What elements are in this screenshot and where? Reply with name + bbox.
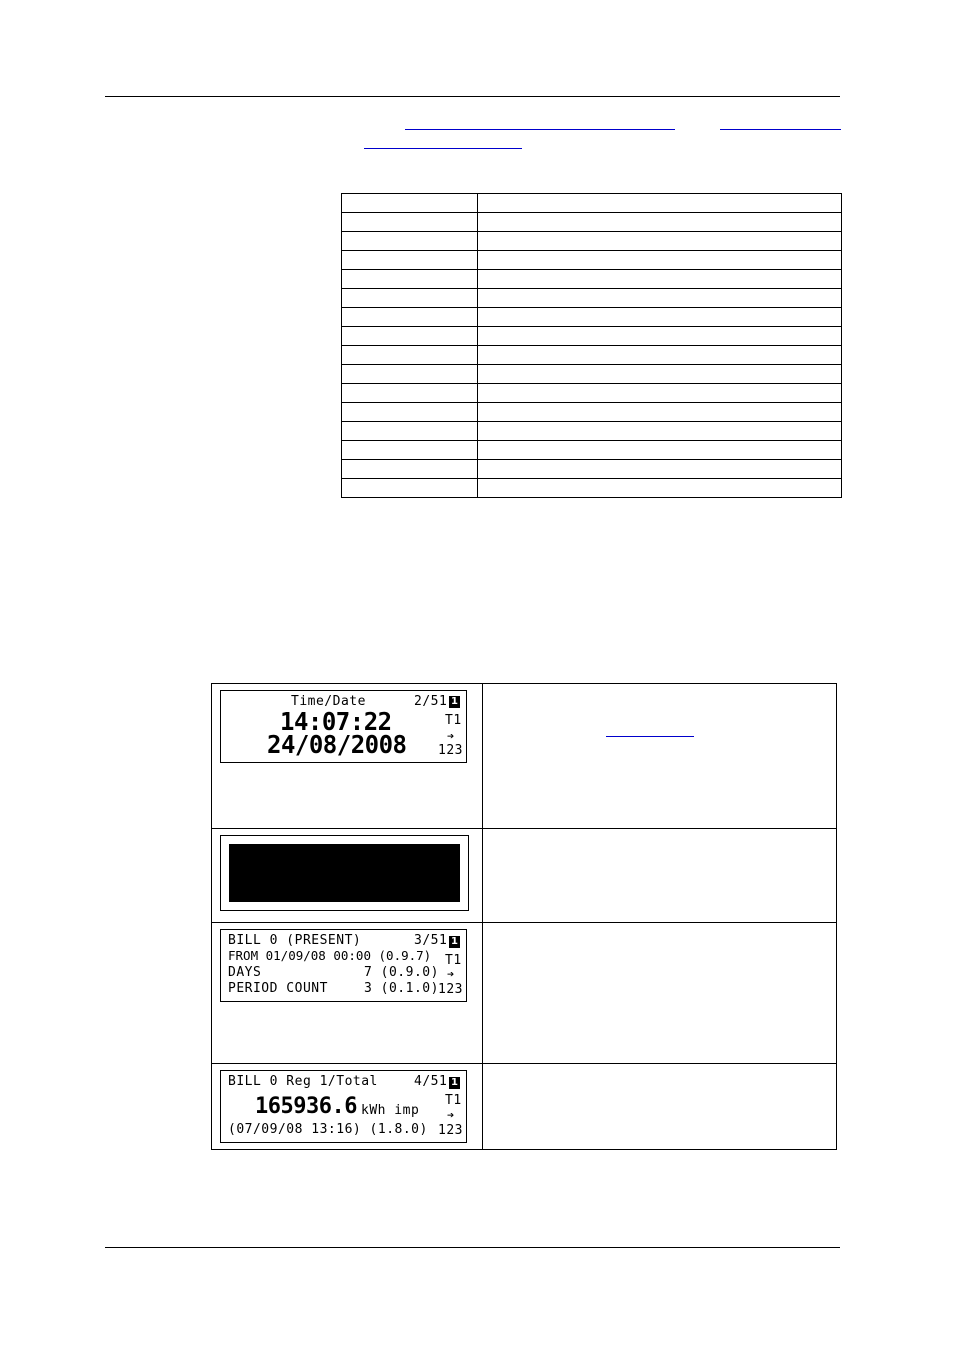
table-row <box>342 289 842 308</box>
table-cell <box>478 194 842 213</box>
lcd-days-value: 7 (0.9.0) <box>364 965 439 980</box>
hyperlink-4[interactable] <box>606 736 694 737</box>
table-cell <box>342 213 478 232</box>
table-row <box>342 213 842 232</box>
table-cell <box>478 270 842 289</box>
display-row-bill-register <box>212 1064 837 1150</box>
table-cell <box>342 479 478 498</box>
footer-rule <box>105 1247 840 1248</box>
table-row <box>342 232 842 251</box>
table-cell <box>478 441 842 460</box>
table-cell <box>342 232 478 251</box>
lcd-screen-bill-present <box>220 929 467 1002</box>
lcd-screen-time-date <box>220 690 467 763</box>
lcd-days-label: DAYS <box>228 965 262 980</box>
lcd-footer: (07/09/08 13:16) (1.8.0) <box>228 1122 428 1137</box>
table-cell <box>342 403 478 422</box>
table-cell <box>478 384 842 403</box>
table-row <box>342 403 842 422</box>
lcd-register-value: 165936.6 <box>255 1094 357 1119</box>
hyperlink-3[interactable] <box>364 148 522 149</box>
phase-indicator: 123 <box>438 743 463 758</box>
table-cell <box>342 365 478 384</box>
display-row-time-date <box>212 684 837 829</box>
phase-indicator: 123 <box>438 982 463 997</box>
tariff-label: T1 <box>445 713 462 728</box>
register-badge: 1 <box>449 936 460 948</box>
table-cell <box>342 460 478 479</box>
table-row <box>342 270 842 289</box>
lcd-line-from: FROM 01/09/08 00:00 (0.9.7) <box>228 948 432 963</box>
table-cell <box>478 232 842 251</box>
lcd-index: 3/51 <box>414 933 448 948</box>
lcd-screen-all-segments <box>220 835 469 911</box>
table-cell <box>342 346 478 365</box>
table-cell <box>342 289 478 308</box>
lcd-title: BILL 0 Reg 1/Total <box>228 1074 378 1089</box>
table-row <box>342 422 842 441</box>
table-row <box>342 441 842 460</box>
table-cell <box>342 441 478 460</box>
table-cell <box>342 194 478 213</box>
lcd-title: BILL 0 (PRESENT) <box>228 933 362 948</box>
register-badge: 1 <box>449 1077 460 1089</box>
register-table <box>341 193 842 498</box>
table-row <box>342 384 842 403</box>
table-row <box>342 460 842 479</box>
lcd-title: Time/Date <box>291 694 366 709</box>
lcd-period-count-label: PERIOD COUNT <box>228 981 328 996</box>
register-badge: 1 <box>449 696 460 708</box>
table-cell <box>342 308 478 327</box>
lcd-date: 24/08/2008 <box>267 729 407 760</box>
table-row <box>342 327 842 346</box>
lcd-index: 2/51 <box>414 694 448 709</box>
table-cell <box>478 365 842 384</box>
display-row-bill-present <box>212 923 837 1064</box>
table-row <box>342 194 842 213</box>
table-cell <box>342 270 478 289</box>
phase-indicator: 123 <box>438 1123 463 1138</box>
table-cell <box>478 479 842 498</box>
right-arrow-icon: ➔ <box>447 967 455 981</box>
lcd-screen-bill-register <box>220 1070 467 1143</box>
table-cell <box>478 422 842 441</box>
display-row-blank <box>212 829 837 923</box>
table-cell <box>478 460 842 479</box>
lcd-unit: kWh imp <box>361 1103 420 1118</box>
right-arrow-icon: ➔ <box>447 1108 455 1122</box>
table-cell <box>342 384 478 403</box>
table-row <box>342 251 842 270</box>
table-cell <box>478 327 842 346</box>
table-cell <box>342 422 478 441</box>
tariff-label: T1 <box>445 953 462 968</box>
display-screens-table <box>211 683 837 1150</box>
table-row <box>342 308 842 327</box>
tariff-label: T1 <box>445 1093 462 1108</box>
table-cell <box>342 327 478 346</box>
right-arrow-icon: ➔ <box>447 729 455 743</box>
table-row <box>342 479 842 498</box>
lcd-black-fill <box>229 844 460 902</box>
hyperlink-1[interactable] <box>405 129 675 130</box>
lcd-period-count-value: 3 (0.1.0) <box>364 981 439 996</box>
table-cell <box>478 346 842 365</box>
table-cell <box>478 308 842 327</box>
table-cell <box>342 251 478 270</box>
lcd-time: 14:07:22 <box>280 706 392 737</box>
table-row <box>342 346 842 365</box>
table-cell <box>478 289 842 308</box>
table-cell <box>478 251 842 270</box>
table-row <box>342 365 842 384</box>
table-cell <box>478 213 842 232</box>
hyperlink-2[interactable] <box>720 129 841 130</box>
lcd-index: 4/51 <box>414 1074 448 1089</box>
table-cell <box>478 403 842 422</box>
header-rule <box>105 96 840 97</box>
